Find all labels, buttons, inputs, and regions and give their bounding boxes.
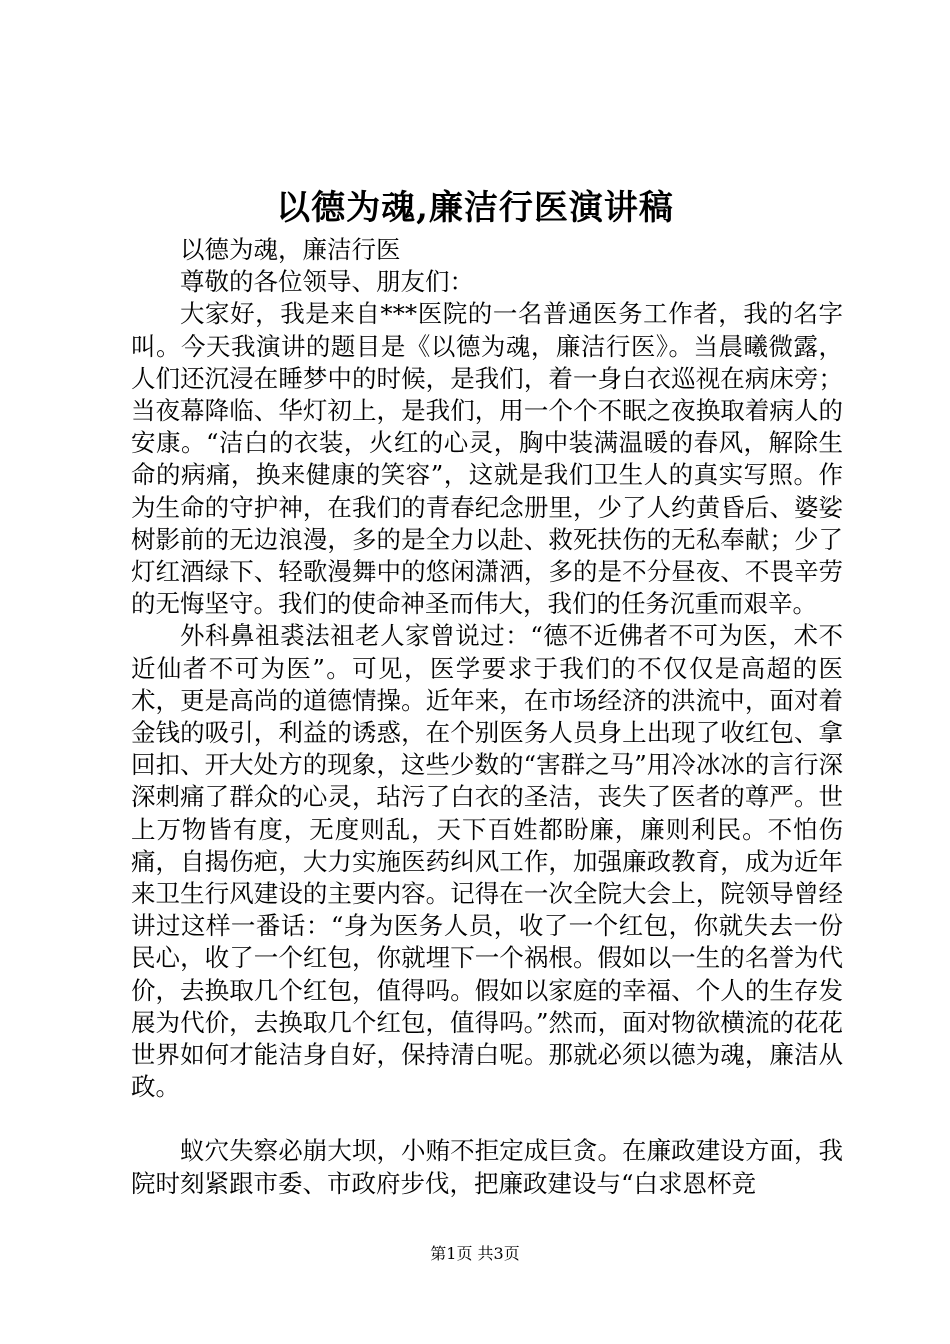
page-number: 第1页 共3页 [430, 1244, 520, 1263]
body-paragraph: 外科鼻祖裘法祖老人家曾说过：“德不近佛者不可为医，术不近仙者不可为医”。可见，医学要求于我们的不仅仅是高超的医术，更是高尚的道德情操。近年来，在市场经济的洪流中，面对着金钱的吸引，利益的诱惑，在个别医务人员身上出现了收红包、拿回扣、开大处方的现象，这些少数的“害群之马”用冷冰冰的言行深深刺痛了群众的心灵，玷污了白衣的圣洁，丧失了医者的尊严。世上万物皆有度，无度则乱，天下百姓都盼廉，廉则利民。不怕伤痛，自揭伤疤，大力实施医药纠风工作，加强廉政教育，成为近年来卫生行风建设的主要内容。记得在一次全院大会上，院领导曾经讲过这样一番话：“身为医务人员，收了一个红包，你就失去一份民心，收了一个红包，你就埋下一个祸根。假如以一生的名誉为代价，去换取几个红包，值得吗。假如以家庭的幸福、个人的生存发展为代价，去换取几个红包，值得吗。”然而，面对物欲横流的花花世界如何才能洁身自好，保持清白呢。那就必须以德为魂，廉洁从政。 [131, 621, 843, 1102]
document-body [131, 234, 843, 1200]
body-paragraph: 大家好，我是来自***医院的一名普通医务工作者，我的名字叫。今天我演讲的题目是《以德为魂，廉洁行医》。当晨曦微露，人们还沉浸在睡梦中的时候，是我们，着一身白衣巡视在病床旁；当夜幕降临、华灯初上，是我们，用一个个不眠之夜换取着病人的安康。“洁白的衣装，火红的心灵，胸中装满温暖的春风，解除生命的病痛，换来健康的笑容”，这就是我们卫生人的真实写照。作为生命的守护神，在我们的青春纪念册里，少了人约黄昏后、婆娑树影前的无边浪漫，多的是全力以赴、救死扶伤的无私奉献；少了灯红酒绿下、轻歌漫舞中的悠闲潇洒，多的是不分昼夜、不畏辛劳的无悔坚守。我们的使命神圣而伟大，我们的任务沉重而艰辛。 [131, 299, 843, 619]
body-paragraph: 蚁穴失察必崩大坝，小贿不拒定成巨贪。在廉政建设方面，我院时刻紧跟市委、市政府步伐，把廉政建设与“白求恩杯竞 [131, 1136, 843, 1198]
document-title: 以德为魂,廉洁行医演讲稿 [276, 188, 674, 228]
subtitle-paragraph: 以德为魂，廉洁行医 [180, 235, 401, 264]
salutation-paragraph: 尊敬的各位领导、朋友们： [180, 267, 474, 297]
